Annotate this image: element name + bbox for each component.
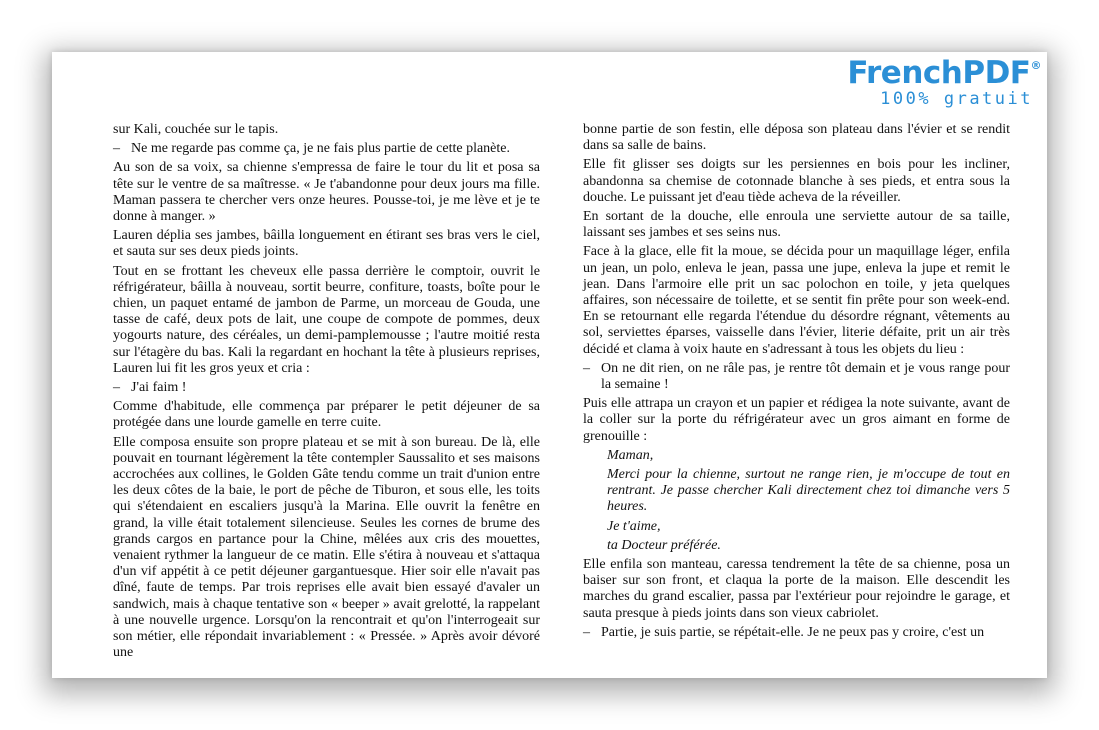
paragraph: Tout en se frottant les cheveux elle passa derrière le comptoir, ouvrit le réfrigérateur, bâilla à nouveau, sortit beurre, confiture, toasts, boîte pour le chien, un paquet entamé de jambon de Parme, un morceau de Gouda, une tasse de café, deux pots de lait, une coupe de compote de pommes, deux yogourts nature, des céréales, un demi-pamplemousse ; l'autre moitié resta sur l'étagère du bas. Kali la regardant en hochant la tête à plusieurs reprises, Lauren lui fit les gros yeux et cria : [113,263,540,376]
paragraph: Elle enfila son manteau, caressa tendrement la tête de sa chienne, posa un baiser sur son front, et claqua la porte de la maison. Elle descendit les marches du grand escalier, passa par l'extérieur pour rejoindre le garage, et sauta presque à pieds joints dans son vieux cabriolet. [583,557,1010,621]
dialogue-line [583,625,1010,641]
dialogue-text: Ne me regarde pas comme ça, je ne fais plus partie de cette planète. [131,141,510,157]
dialogue-line [113,141,540,157]
document-page [52,52,1047,678]
paragraph: En sortant de la douche, elle enroula une serviette autour de sa taille, laissant ses jambes et ses seins nus. [583,209,1010,241]
logo-french-text: French [847,55,963,91]
paragraph: Au son de sa voix, sa chienne s'empressa de faire le tour du lit et posa sa tête sur le ventre de sa maîtresse. « Je t'abandonne pour deux jours ma fille. Maman passera te chercher vers onze heures. Pousse-toi, je me lève et je te donne à manger. » [113,160,540,225]
dialogue-text: On ne dit rien, on ne râle pas, je rentre tôt demain et je vous range pour la semaine ! [601,360,1010,393]
dialogue-dash: – [583,624,590,640]
paragraph: Face à la glace, elle fit la moue, se décida pour un maquillage léger, enfila un jean, un polo, enleva le jean, passa une jupe, enleva la jupe et remit le jean. Dans l'armoire elle prit un sac polochon en toile, y jeta quelques affaires, son nécessaire de toilette, et se sentit fin prête pour son week-end. En se retournant elle regarda l'étendue du désordre régnant, vêtements au sol, serviettes éparses, vaisselle dans l'évier, literie défaite, prit un air très décidé et clama à voix haute en s'adressant à tous les objets du lieu : [583,244,1010,357]
note-closing: Je t'aime, [607,518,661,534]
dialogue-text: Partie, je suis partie, se répétait-elle. Je ne peux pas y croire, c'est un [601,624,985,640]
paragraph: Elle fit glisser ses doigts sur les persiennes en bois pour les incliner, abandonna sa chemise de cotonnade blanche à ses pieds, et entra sous la douche. Le puissant jet d'eau tiède acheva de la réveiller. [583,157,1010,205]
logo-pdf-text: PDF [962,55,1031,91]
logo-tagline: 100% gratuit [880,89,1033,109]
right-text-column [583,122,1010,644]
logo-wordmark [847,55,1041,91]
paragraph: Lauren déplia ses jambes, bâilla longuement en étirant ses bras vers le ciel, et sauta sur ses deux pieds joints. [113,228,540,260]
dialogue-line [583,361,1010,393]
frenchpdf-logo[interactable] [847,55,1041,109]
note-signature: ta Docteur préférée. [607,537,721,553]
note-salutation: Maman, [607,447,654,463]
dialogue-line [113,380,540,396]
dialogue-dash: – [113,380,120,396]
dialogue-dash: – [113,141,120,157]
paragraph: Comme d'habitude, elle commença par préparer le petit déjeuner de sa protégée dans une lourde gamelle en terre cuite. [113,399,540,431]
registered-mark: ® [1030,59,1041,72]
left-text-column [113,122,540,665]
paragraph: bonne partie de son festin, elle déposa son plateau dans l'évier et se rendit dans sa salle de bains. [583,122,1010,154]
dialogue-text: J'ai faim ! [131,380,187,396]
dialogue-dash: – [583,360,590,376]
note-body: Merci pour la chienne, surtout ne range rien, je m'occupe de tout en rentrant. Je passe chercher Kali directement chez toi dimanche vers 5 heures. [607,467,1010,515]
paragraph: Elle composa ensuite son propre plateau et se mit à son bureau. De là, elle pouvait en tournant légèrement la tête contempler Saussalito et ses maisons accrochées aux collines, le Golden Gâte tendu comme un trait d'union entre les deux côtes de la baie, le port de pêche de Tiburon, et sous elle, les toits qui s'étendaient en escaliers jusqu'à la Marina. Elle ouvrit la fenêtre en grand, la ville était totalement silencieuse. Seules les cornes de brume des grands cargos en partance pour la Chine, mêlées aux cris des mouettes, venaient rythmer la langueur de ce matin. Elle s'étira à nouveau et s'attaqua d'un vif appétit à ce petit déjeuner gargantuesque. Hier soir elle n'avait pas dîné, faute de temps. Par trois reprises elle avait bien essayé d'avaler un sandwich, mais à chaque tentative son « beeper » avait grelotté, la rappelant à une nouvelle urgence. Lorsqu'on la rencontrait et qu'on l'interrogeait sur son métier, elle répondait invariablement : « Pressée. » Après avoir dévoré une [113,434,540,661]
paragraph: Puis elle attrapa un crayon et un papier et rédigea la note suivante, avant de la coller sur la porte du réfrigérateur avec un gros aimant en forme de grenouille : [583,396,1010,444]
paragraph: sur Kali, couchée sur le tapis. [113,122,279,137]
